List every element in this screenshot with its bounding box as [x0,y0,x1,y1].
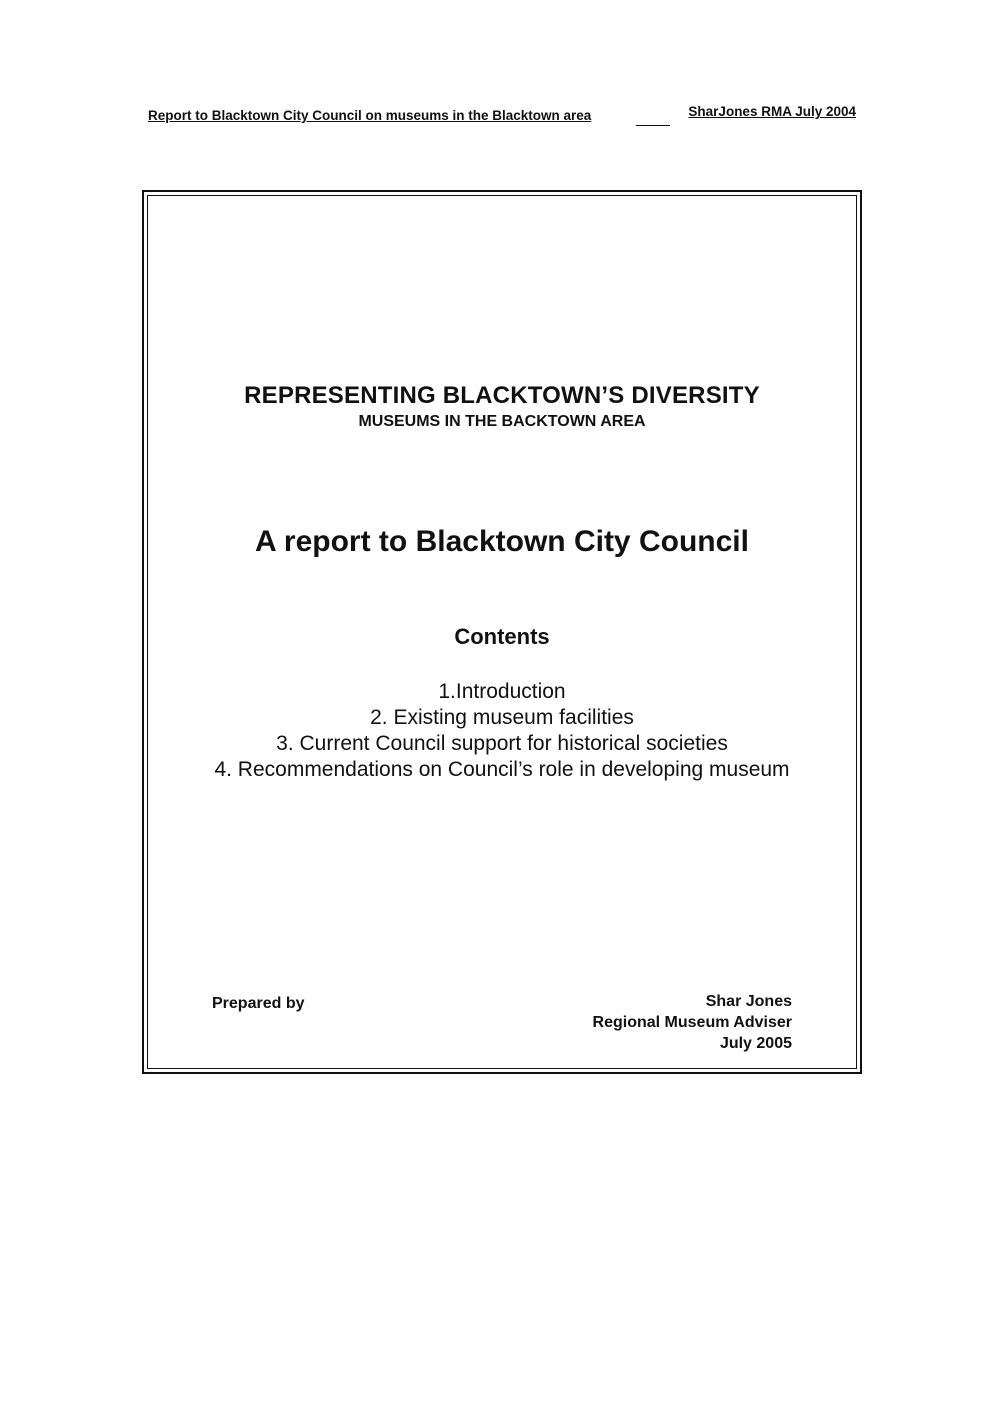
contents-item: 3. Current Council support for historical societies [276,732,728,755]
contents-heading: Contents [454,624,550,649]
cover-frame-inner [147,195,857,1069]
prepared-by-label: Prepared by [212,995,305,1012]
running-header-title: Report to Blacktown City Council on museums in the Blacktown area [148,108,592,123]
contents-item: 1.Introduction [438,680,566,703]
author-role: Regional Museum Adviser [592,1014,792,1031]
contents-list [148,679,856,783]
contents-item: 2. Existing museum facilities [370,706,634,729]
contents-item: 4. Recommendations on Council’s role in developing museum [214,758,790,781]
author-name: Shar Jones [705,993,792,1010]
report-date: July 2005 [719,1035,792,1052]
report-heading: A report to Blacktown City Council [255,525,749,558]
document-title: REPRESENTING BLACKTOWN’S DIVERSITY [244,382,760,409]
running-header [148,104,856,126]
document-subtitle: MUSEUMS IN THE BACKTOWN AREA [358,413,646,430]
cover-frame [142,190,862,1074]
header-rule [636,125,670,126]
author-block [593,991,792,1054]
running-header-author-date: SharJones RMA July 2004 [688,104,856,119]
